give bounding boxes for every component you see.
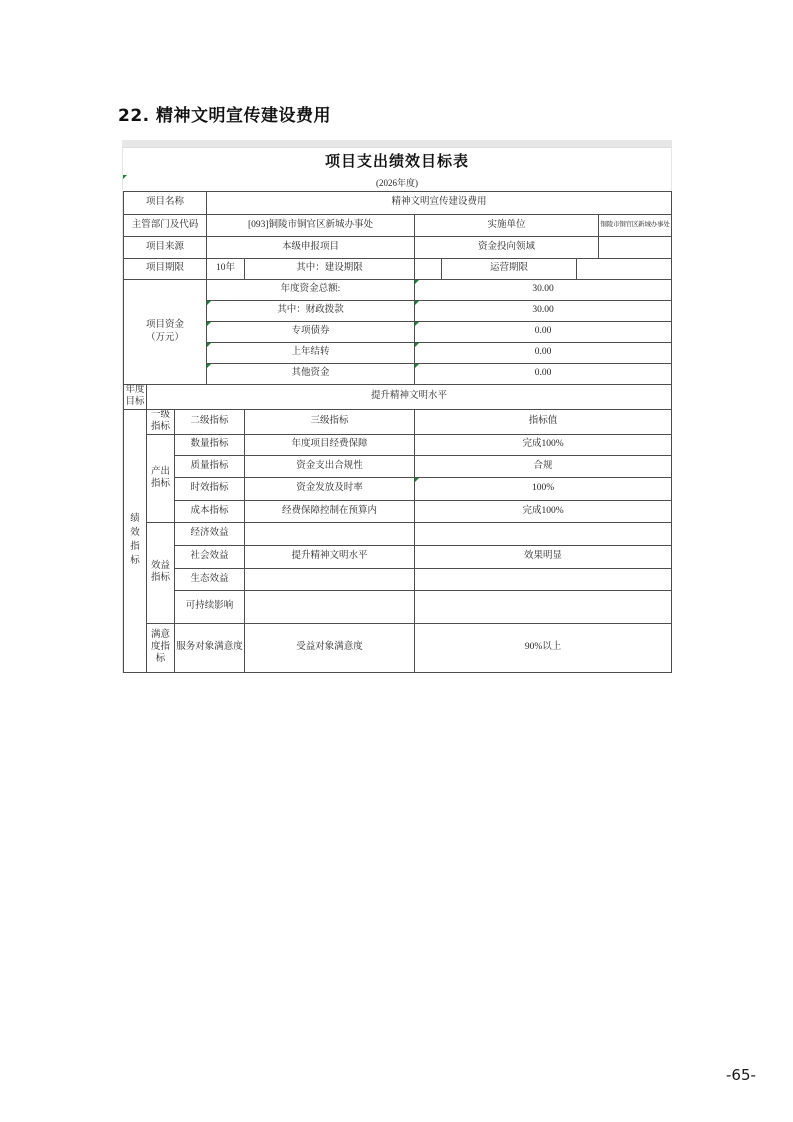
funding-value-cell: 30.00	[415, 301, 672, 322]
dept-value-cell: [093]铜陵市铜官区新城办事处	[207, 215, 415, 237]
indicator-value-cell: 合规	[415, 456, 672, 478]
header-value-cell: 指标值	[415, 410, 672, 435]
funding-value-cell: 0.00	[415, 343, 672, 364]
funding-name-cell: 其他资金	[207, 364, 415, 385]
page-number: -65-	[726, 1066, 756, 1084]
indicator-l2-cell: 时效指标	[175, 478, 245, 501]
row-indicator	[124, 478, 672, 501]
invest-field-value-cell	[599, 237, 672, 259]
period-label-cell: 项目期限	[124, 259, 207, 280]
indicator-value-cell: 效果明显	[415, 546, 672, 569]
group-label-cell: 效益指标	[147, 523, 175, 624]
indicator-l2-cell: 数量指标	[175, 435, 245, 456]
group-label-cell: 产出指标	[147, 435, 175, 523]
row-indicator	[124, 591, 672, 624]
dept-label-cell: 主管部门及代码	[124, 215, 207, 237]
indicator-l3-cell: 资金发放及时率	[245, 478, 415, 501]
indicator-l2-cell: 社会效益	[175, 546, 245, 569]
indicator-value-cell	[415, 569, 672, 591]
project-name-label-cell: 项目名称	[124, 192, 207, 215]
row-funding-bond	[124, 322, 672, 343]
section-title: 22. 精神文明宣传建设费用	[118, 106, 332, 126]
impl-unit-label-cell: 实施单位	[415, 215, 599, 237]
header-l3-cell: 三级指标	[245, 410, 415, 435]
project-name-value-cell: 精神文明宣传建设费用	[207, 192, 672, 215]
funding-name-cell: 其中：财政拨款	[207, 301, 415, 322]
period-value-cell: 10年	[207, 259, 245, 280]
indicator-value-cell	[415, 523, 672, 546]
group-label-cell: 满意度指标	[147, 624, 175, 673]
perf-side-label-cell	[124, 410, 147, 673]
funding-label-text: 项目资金（万元）	[145, 320, 184, 343]
indicator-l3-cell: 经费保障控制在预算内	[245, 501, 415, 523]
indicator-value-cell: 完成100%	[415, 435, 672, 456]
funding-value-cell: 0.00	[415, 364, 672, 385]
indicator-l3-cell: 提升精神文明水平	[245, 546, 415, 569]
performance-table	[123, 191, 672, 673]
indicator-value-cell: 90%以上	[415, 624, 672, 673]
indicator-l3-cell	[245, 591, 415, 624]
indicator-l2-cell: 质量指标	[175, 456, 245, 478]
oper-period-value-cell	[577, 259, 672, 280]
build-period-value-cell	[415, 259, 442, 280]
indicator-value-cell: 100%	[415, 478, 672, 501]
row-indicator	[124, 523, 672, 546]
row-funding-fiscal	[124, 301, 672, 322]
funding-name-cell: 专项债券	[207, 322, 415, 343]
funding-name-cell: 上年结转	[207, 343, 415, 364]
indicator-l2-cell: 经济效益	[175, 523, 245, 546]
row-indicator	[124, 456, 672, 478]
row-indicator	[124, 569, 672, 591]
source-label-cell: 项目来源	[124, 237, 207, 259]
funding-value-cell: 30.00	[415, 280, 672, 301]
funding-name-cell: 年度资金总额:	[207, 280, 415, 301]
table-title: 项目支出绩效目标表	[324, 154, 469, 170]
row-indicator	[124, 435, 672, 456]
table-subtitle: (2026年度)	[123, 175, 671, 191]
row-funding-total	[124, 280, 672, 301]
indicator-value-cell: 完成100%	[415, 501, 672, 523]
sheet-top-strip	[123, 140, 671, 148]
indicator-l3-cell	[245, 569, 415, 591]
indicator-value-cell	[415, 591, 672, 624]
indicator-l2-cell: 服务对象满意度	[175, 624, 245, 673]
indicator-l2-cell: 生态效益	[175, 569, 245, 591]
annual-goal-text-cell: 提升精神文明水平	[147, 385, 672, 410]
indicator-l2-cell: 成本指标	[175, 501, 245, 523]
row-project-name	[124, 192, 672, 215]
row-funding-other	[124, 364, 672, 385]
build-period-label-cell: 其中：建设期限	[245, 259, 415, 280]
impl-unit-value-cell: 铜陵市铜官区新城办事处	[599, 215, 672, 237]
row-dept	[124, 215, 672, 237]
header-l1-cell: 一级指标	[147, 410, 175, 435]
row-funding-carryover	[124, 343, 672, 364]
indicator-l3-cell: 资金支出合规性	[245, 456, 415, 478]
performance-table-sheet	[122, 140, 672, 673]
invest-field-label-cell: 资金投向领域	[415, 237, 599, 259]
indicator-l3-cell: 年度项目经费保障	[245, 435, 415, 456]
row-indicator-header	[124, 410, 672, 435]
indicator-l2-cell: 可持续影响	[175, 591, 245, 624]
row-annual-goal	[124, 385, 672, 410]
funding-value-cell: 0.00	[415, 322, 672, 343]
row-period	[124, 259, 672, 280]
annual-goal-label-text: 年度目标	[125, 385, 145, 407]
perf-side-label-text: 绩效指标	[130, 514, 140, 566]
row-indicator	[124, 546, 672, 569]
row-indicator	[124, 501, 672, 523]
oper-period-label-cell: 运营期限	[442, 259, 577, 280]
header-l2-cell: 二级指标	[175, 410, 245, 435]
annual-goal-label-cell	[124, 385, 147, 410]
funding-label-cell	[124, 280, 207, 385]
row-indicator	[124, 624, 672, 673]
source-value-cell: 本级申报项目	[207, 237, 415, 259]
indicator-l3-cell: 受益对象满意度	[245, 624, 415, 673]
row-source	[124, 237, 672, 259]
indicator-l3-cell	[245, 523, 415, 546]
